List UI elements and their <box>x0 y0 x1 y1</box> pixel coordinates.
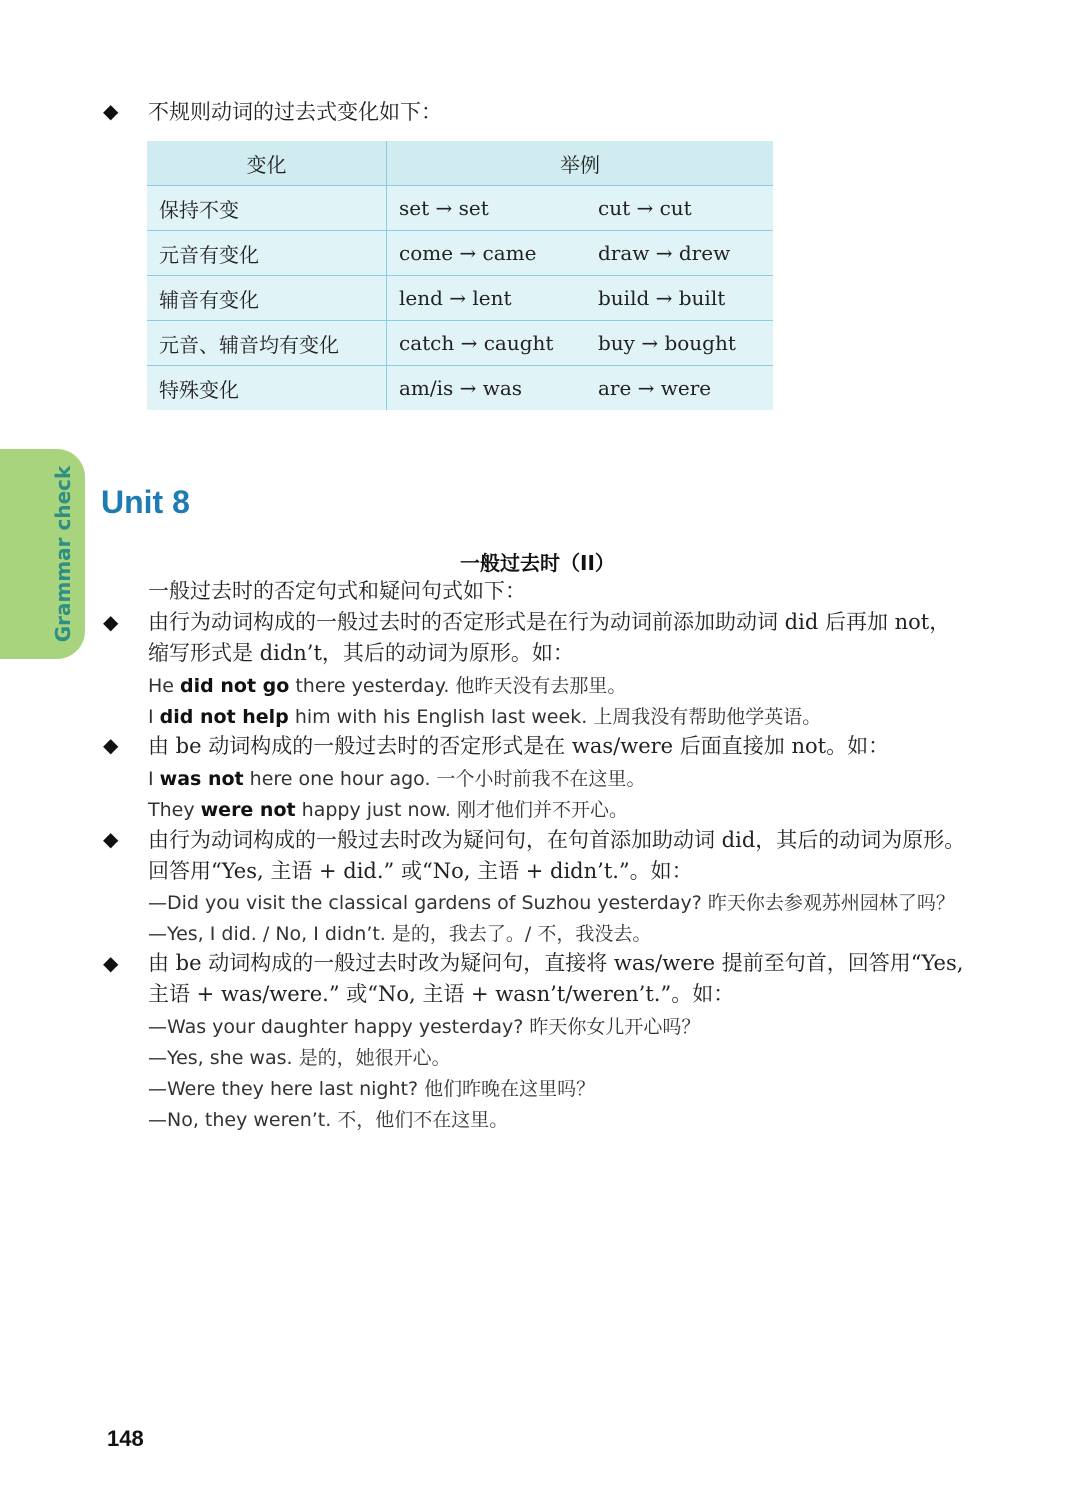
example-sentence: —Was your daughter happy yesterday? 昨天你女儿开心吗？ <box>148 1016 701 1038</box>
example-text: They <box>148 799 201 821</box>
header-change: 变化 <box>147 141 387 186</box>
cell-example: come → came <box>387 231 587 276</box>
cell-change: 元音、辅音均有变化 <box>147 321 387 366</box>
cell-example: draw → drew <box>586 231 773 276</box>
cell-example: are → were <box>598 376 712 400</box>
example-sentence <box>148 702 821 733</box>
bullet1-line1: 由行为动词构成的一般过去时的否定形式是在行为动词前添加助动词 did 后再加 not， <box>148 610 951 634</box>
example-highlight: did not go <box>180 675 290 697</box>
example-highlight: did not help <box>159 706 289 728</box>
page-number: 148 <box>107 1426 144 1451</box>
bullet-icon: ◆ <box>103 99 119 123</box>
bullet2-line1: 由 be 动词构成的一般过去时的否定形式是在 was/were 后面直接加 not。如： <box>148 734 890 758</box>
cell-change: 保持不变 <box>147 186 387 231</box>
section-subtitle: 一般过去时（II） <box>460 551 615 575</box>
irregular-verb-table <box>147 141 773 410</box>
table-row <box>147 366 773 411</box>
table-row <box>147 231 773 276</box>
example-sentence: —Were they here last night? 他们昨晚在这里吗？ <box>148 1078 596 1100</box>
header-examples: 举例 <box>387 141 774 186</box>
example-text: here one hour ago. 一个小时前我不在这里。 <box>243 768 646 790</box>
example-highlight: were not <box>200 799 296 821</box>
example-text: He <box>148 675 181 697</box>
example-text: him with his English last week. 上周我没有帮助他学英语。 <box>288 706 822 728</box>
cell-example: buy → bought <box>586 321 773 366</box>
example-sentence: —Yes, she was. 是的，她很开心。 <box>148 1047 451 1069</box>
example-text: happy just now. 刚才他们并不开心。 <box>295 799 628 821</box>
side-tab-label: Grammar check <box>51 465 75 643</box>
cell-change: 辅音有变化 <box>147 276 387 321</box>
bullet3-line2: 回答用“Yes, 主语 + did.” 或“No, 主语 + didn’t.”。如： <box>148 859 693 883</box>
example-text: I <box>148 706 160 728</box>
example-text: I <box>148 768 160 790</box>
table-row <box>147 186 773 231</box>
example-sentence <box>148 671 626 702</box>
example-sentence: —Yes, I did. / No, I didn’t. 是的，我去了。/ 不，我没去。 <box>148 923 652 945</box>
bullet-icon: ◆ <box>103 610 119 634</box>
cell-example: catch → caught <box>387 321 587 366</box>
bullet4-line2: 主语 + was/were.” 或“No, 主语 + wasn’t/weren’t.”。如： <box>148 982 735 1006</box>
unit-title: Unit 8 <box>101 484 190 520</box>
cell-example: cut → cut <box>586 186 773 231</box>
example-sentence <box>148 764 646 795</box>
bullet3-line1: 由行为动词构成的一般过去时改为疑问句，在句首添加助动词 did，其后的动词为原形。 <box>148 828 966 852</box>
table-row <box>147 276 773 321</box>
bullet-icon: ◆ <box>103 951 119 975</box>
cell-example: set → set <box>387 186 587 231</box>
bullet-icon: ◆ <box>103 827 119 851</box>
intro-text: 不规则动词的过去式变化如下： <box>148 100 442 124</box>
cell-change: 元音有变化 <box>147 231 387 276</box>
example-sentence: —No, they weren’t. 不，他们不在这里。 <box>148 1109 509 1131</box>
example-sentence: —Did you visit the classical gardens of Suzhou yesterday? 昨天你去参观苏州园林了吗？ <box>148 892 955 914</box>
cell-change: 特殊变化 <box>147 366 387 411</box>
table-header-row <box>147 141 773 186</box>
bullet-icon: ◆ <box>103 733 119 757</box>
table-row <box>147 321 773 366</box>
cell-example: lend → lent <box>387 276 587 321</box>
cell-example: build → built <box>586 276 773 321</box>
example-sentence <box>148 795 628 826</box>
bullet1-line2: 缩写形式是 didn’t，其后的动词为原形。如： <box>148 641 574 665</box>
bullet4-line1: 由 be 动词构成的一般过去时改为疑问句，直接将 was/were 提前至句首，回答用“Yes, <box>148 951 964 975</box>
example-text: there yesterday. 他昨天没有去那里。 <box>289 675 627 697</box>
cell-example: am/is → was <box>399 376 523 400</box>
section-lead: 一般过去时的否定句式和疑问句式如下： <box>148 579 526 603</box>
example-highlight: was not <box>159 768 244 790</box>
